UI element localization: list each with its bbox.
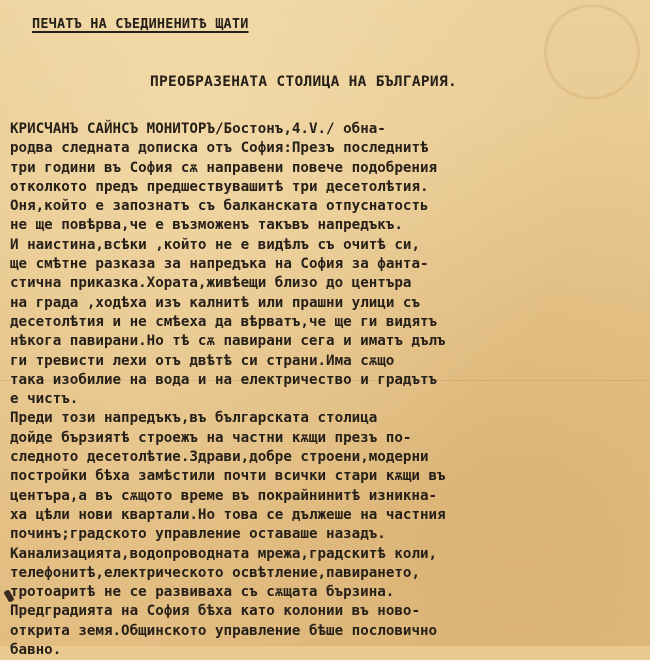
text-line: И наистина,всѣки ,който не е видѣлъ съ очитѣ си,: [10, 236, 420, 253]
text-line: центъра,а въ сѫщото време въ покрайнинитѣ изникна-: [10, 487, 438, 504]
text-line: отколкото предъ предшествувашитѣ три десетолѣтия.: [10, 178, 429, 195]
text-line: телефонитѣ,електрическото освѣтление,павирането,: [10, 564, 420, 581]
text-line: Предградията на София бѣха като колонии въ ново-: [10, 603, 420, 620]
text-line: бавно.: [10, 642, 62, 659]
text-line: нѣкога павирани.Но тѣ сѫ павирани сега и иматъ дълъ: [10, 333, 446, 350]
text-line: тротоаритѣ не се развиваха съ сѫщата бързина.: [10, 584, 395, 601]
text-line: не ще повѣрва,че е възможенъ такъвъ напредъкъ.: [10, 217, 403, 234]
text-line: е чистъ.: [10, 391, 79, 408]
article-title: ПРЕОБРАЗЕНАТА СТОЛИЦА НА БЪЛГАРИЯ.: [150, 74, 458, 90]
text-line: ще смѣтне разказа за напредъка на София за фанта-: [10, 256, 429, 273]
text-line: КРИСЧАНЪ САЙНСЪ МОНИТОРЪ/Бостонъ,4.V./ обна-: [10, 121, 386, 137]
text-line: стична приказка.Хората,живѣещи близо до центъра: [10, 275, 412, 292]
text-line: Канализацията,водопроводната мрежа,градскитѣ коли,: [10, 545, 438, 562]
text-line: Преди този напредъкъ,въ българската столица: [10, 410, 378, 427]
text-line: ха цѣли нови квартали.Но това се дължеше на частния: [10, 506, 446, 523]
document-header: ПЕЧАТЪ НА СЪЕДИНЕНИТѢ ЩАТИ: [32, 16, 249, 32]
text-line: родва следната дописка отъ София:Презъ последнитѣ: [10, 140, 429, 157]
text-line: следното десетолѣтие.Здрави,добре строени,модерни: [10, 449, 429, 466]
text-line: постройки бѣха замѣстили почти всички стари кѫщи въ: [10, 468, 446, 485]
text-line: ги тревисти лехи отъ двѣтѣ си страни.Има сѫщо: [10, 352, 395, 369]
faint-stamp-mark: [544, 4, 640, 100]
text-line: така изобилие на вода и на електричество и градътъ: [10, 371, 438, 388]
text-line: дойде бързиятѣ строежъ на частни кѫщи презъ по-: [10, 429, 412, 446]
text-line: на града ,ходѣха изъ калнитѣ или прашни улици съ: [10, 294, 420, 311]
text-line: три години въ София сѫ направени повече подобрения: [10, 159, 438, 176]
text-line: открита земя.Общинското управление бѣше пословично: [10, 622, 438, 639]
text-line: Оня,който е запознатъ съ балканската отпуснатость: [10, 198, 429, 215]
text-line: десетолѣтия и не смѣеха да вѣрватъ,че ще ги видятъ: [10, 313, 438, 330]
article-body: [10, 120, 642, 660]
text-line: починъ;градското управление оставаше назадъ.: [10, 526, 386, 543]
